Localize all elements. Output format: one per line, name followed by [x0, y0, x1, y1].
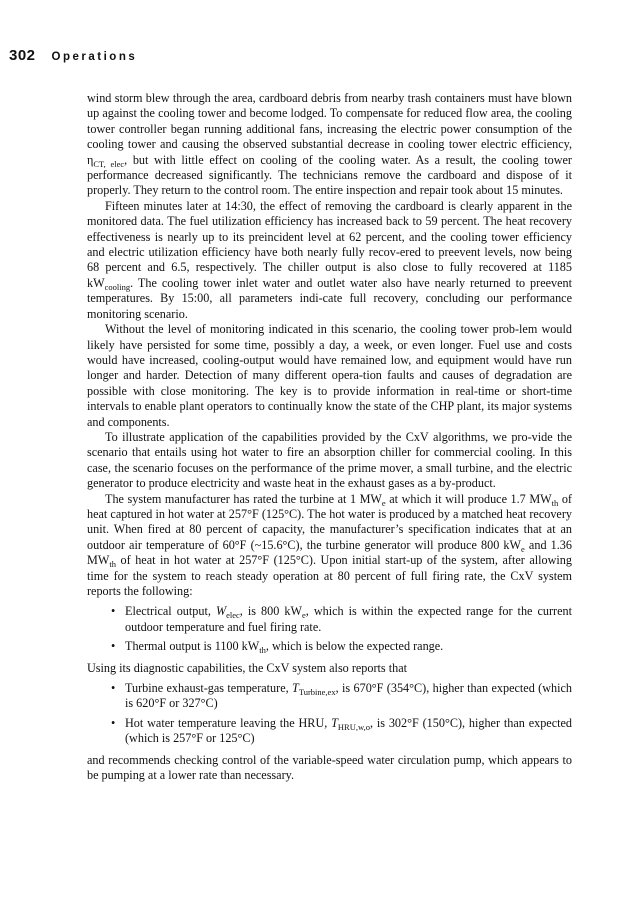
list-item-text: Electrical output,: [125, 604, 216, 619]
list-item: [87, 681, 572, 712]
list-item-text: Hot water temperature leaving the HRU,: [125, 715, 332, 730]
paragraph-5-text: of heat in hot water at 257°F (125°C). Upon initial start-up of the system, after allowing time for the system to reach steady operation at 80 percent of full firing rate, the CxV system reports the following:: [87, 553, 572, 598]
variable: T: [292, 681, 299, 696]
subscript: HRU,w,o: [337, 721, 370, 732]
paragraph-1-text-a: wind storm blew through the area, cardboard debris from nearby trash containers must have blown up against the cooling tower and become lodged. To compensate for reduced flow area, the cooling tower controller began running additional fans, increasing the electric power consumption of the cooling tower and causing the observed substantial decrease in cooling tower electric efficiency, η: [87, 91, 572, 167]
body-text: [87, 91, 572, 783]
list-item: [87, 604, 572, 635]
list-item-text: , is 670°F (354°C), higher than expected (which is 620°F or 327°C): [125, 681, 572, 711]
paragraph-1-text-b: , but with little effect on cooling of the cooling water. As a result, the cooling tower performance decreased significantly. The technicians remove the cardboard and dispose of it properly. They return to the control room. The entire inspection and repair took about 15 minutes.: [87, 152, 572, 198]
subscript: th: [259, 645, 266, 656]
paragraph-7: and recommends checking control of the variable-speed water circulation pump, which appears to be pumping at a lower rate than necessary.: [87, 752, 572, 783]
subscript: e: [521, 543, 525, 554]
bullet-icon: •: [111, 715, 116, 730]
subscript: Turbine,ex: [298, 687, 336, 698]
paragraph-3: Without the level of monitoring indicated in this scenario, the cooling tower prob-lem would likely have persisted for some time, possibly a day, a week, or even longer. Fuel use and costs would have increased, cooling-output would have remained low, and equipment would have run longer and harder. Detection of many different opera-tion faults and causes of degradation are possible with close monitoring. The key is to provide information in real-time or short-time intervals to enable plant operators to continually know the state of the CHP plant, its major systems and components.: [87, 322, 572, 429]
bullet-list-1: [87, 604, 572, 654]
paragraph-6: Using its diagnostic capabilities, the CxV system also reports that: [87, 660, 407, 675]
list-item-text: Turbine exhaust-gas temperature,: [125, 681, 293, 696]
list-item-text: , is 800 kW: [239, 604, 302, 619]
subscript: CT, elec: [93, 158, 125, 169]
bullet-icon: •: [111, 639, 116, 654]
subscript: e: [301, 610, 306, 621]
bullet-icon: •: [111, 681, 116, 696]
paragraph-1: [87, 91, 572, 199]
list-item-text: Thermal output is 1100 kW: [125, 639, 260, 654]
bullet-list-2: [87, 681, 572, 747]
paragraph-5-text: of heat captured in hot water at 257°F (125°C). The hot water is produced by a matched heat recovery unit. When fired at 80 percent of capacity, the manufacturer’s specification indicates that at an outdoor air temperature of 60°F (~15.6°C), the turbine generator will produce 800 kW: [87, 491, 572, 552]
list-item-text: , which is within the expected range for the current outdoor temperature and fuel firing rate.: [125, 604, 572, 634]
paragraph-2-text-a: Fifteen minutes later at 14:30, the effect of removing the cardboard is clearly apparent in the monitored data. The fuel utilization efficiency has increased back to 59 percent. The heat recovery effectiveness is nearly up to its preincident level at 62 percent, and the cooling tower efficiency and electric utilization efficiency have both nearly fully recov-ered to preevent levels, now being 68 percent and 6.5, respectively. The chiller output is also close to fully recovered at 1185 kW: [87, 198, 572, 290]
list-item-text: , is 302°F (150°C), higher than expected (which is 257°F or 125°C): [125, 715, 572, 746]
page-number: 302: [9, 47, 36, 64]
subscript: th: [109, 559, 116, 570]
paragraph-5-text: and 1.36 MW: [87, 537, 572, 568]
list-item: [87, 716, 572, 747]
paragraph-5: [87, 492, 572, 600]
list-item: [87, 639, 572, 654]
page-header: [9, 47, 137, 67]
paragraph-5-text: at which it will produce 1.7 MW: [385, 491, 552, 506]
running-head: Operations: [51, 51, 138, 63]
paragraph-5-text: The system manufacturer has rated the turbine at 1 MW: [105, 491, 382, 506]
subscript: th: [551, 497, 559, 508]
paragraph-2: [87, 199, 572, 322]
paragraph-2-text-b: . The cooling tower inlet water and outlet water also have nearly returned to preevent temperatures. By 15:00, all parameters indi-cate full recovery, concluding our performance monitoring scenario.: [87, 275, 572, 321]
variable: T: [331, 715, 338, 730]
paragraph-4: To illustrate application of the capabilities provided by the CxV algorithms, we pro-vide the scenario that entails using hot water to fire an absorption chiller for commercial cooling. In this case, the scenario focuses on the performance of the prime mover, a small turbine, and the electric generator to produce electricity and waste heat in the exhaust gases as a by-product.: [87, 429, 572, 491]
bullet-icon: •: [111, 604, 116, 619]
list-item-text: , which is below the expected range.: [265, 639, 444, 654]
subscript: e: [381, 497, 386, 508]
subscript: cooling: [104, 281, 131, 292]
subscript: elec: [226, 610, 240, 621]
variable: W: [215, 604, 227, 619]
